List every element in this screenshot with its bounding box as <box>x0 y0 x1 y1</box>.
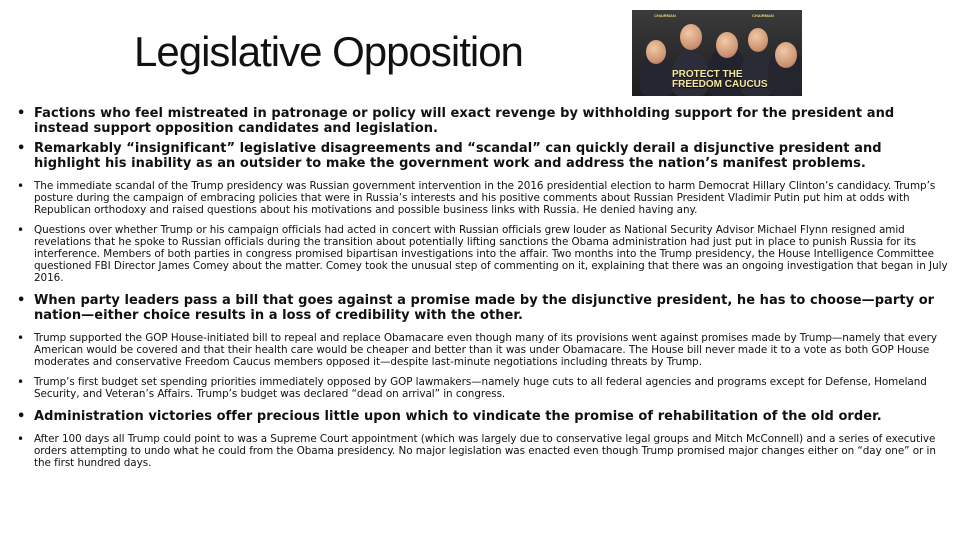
bullet-sub: • Trump’s first budget set spending priorities immediately opposed by GOP lawmakers—namely huge cuts to all federal agencies and programs except for Defense, Homeland Security, and Veteran’s Affairs. Trump’s budget was declared “dead on arrival” in congress. <box>14 376 948 400</box>
slide-title: Legislative Opposition <box>134 28 523 75</box>
freedom-caucus-photo <box>632 10 802 96</box>
bullet-sub: • Trump supported the GOP House-initiated bill to repeal and replace Obamacare even though many of its provisions went against promises made by Trump—namely that every American would be covered and that their health care would be cheaper and better than it was under Obamacare. The House bill never made it to a vote as both GOP House moderates and conservative Freedom Caucus members opposed it—despite last-minute negotiations including threats by Trump. <box>14 332 948 368</box>
photo-name-left: CHAIRMAN <box>654 13 676 18</box>
bullet-main: • Factions who feel mistreated in patronage or policy will exact revenge by withholding support for the president and instead support opposition candidates and legislation. <box>14 106 948 136</box>
photo-caption <box>672 70 768 90</box>
bullet-list <box>14 106 948 469</box>
bullet-main: • Remarkably “insignificant” legislative disagreements and “scandal” can quickly derail a disjunctive president and highlight his inability as an outsider to make the government work and address the nation’s manifest problems. <box>14 141 948 171</box>
person-face <box>716 32 738 58</box>
photo-caption-line2: FREEDOM CAUCUS <box>672 79 768 90</box>
bullet-sub: • The immediate scandal of the Trump presidency was Russian government intervention in the 2016 presidential election to harm Democrat Hillary Clinton’s candidacy. Trump’s posture during the campaign of embracing policies that were in Russia’s interests and his positive comments about Russian President Vladimir Putin put him at odds with Republican orthodoxy and raised questions about his motivations and possible business links with Russia. He denied having any. <box>14 180 948 216</box>
person-face <box>646 40 666 64</box>
photo-caption-line1: PROTECT THE <box>672 69 743 80</box>
photo-name-right: CHAIRMAN <box>752 13 774 18</box>
person-face <box>775 42 797 68</box>
bullet-main: • Administration victories offer precious little upon which to vindicate the promise of rehabilitation of the old order. <box>14 409 948 424</box>
slide-body <box>14 106 948 475</box>
bullet-sub: • Questions over whether Trump or his campaign officials had acted in concert with Russian officials grew louder as National Security Advisor Michael Flynn resigned amid revelations that he spoke to Russian officials during the transition about potentially lifting sanctions the Obama administration had just put in place to punish Russia for its interference. Members of both parties in congress promised bipartisan investigations into the affair. Two months into the Trump presidency, the House Intelligence Committee questioned FBI Director James Comey about the matter. Comey took the unusual step of commenting on it, explaining that there was an ongoing investigation that began in July 2016. <box>14 224 948 284</box>
person-face <box>680 24 702 50</box>
bullet-main: • When party leaders pass a bill that goes against a promise made by the disjunctive president, he has to choose—party or nation—either choice results in a loss of credibility with the other. <box>14 293 948 323</box>
person-face <box>748 28 768 52</box>
bullet-sub: • After 100 days all Trump could point to was a Supreme Court appointment (which was largely due to conservative legal groups and Mitch McConnell) and a series of executive orders attempting to undo what he could from the Obama presidency. No major legislation was enacted even though Trump promised major changes either on “day one” or in the first hundred days. <box>14 433 948 469</box>
